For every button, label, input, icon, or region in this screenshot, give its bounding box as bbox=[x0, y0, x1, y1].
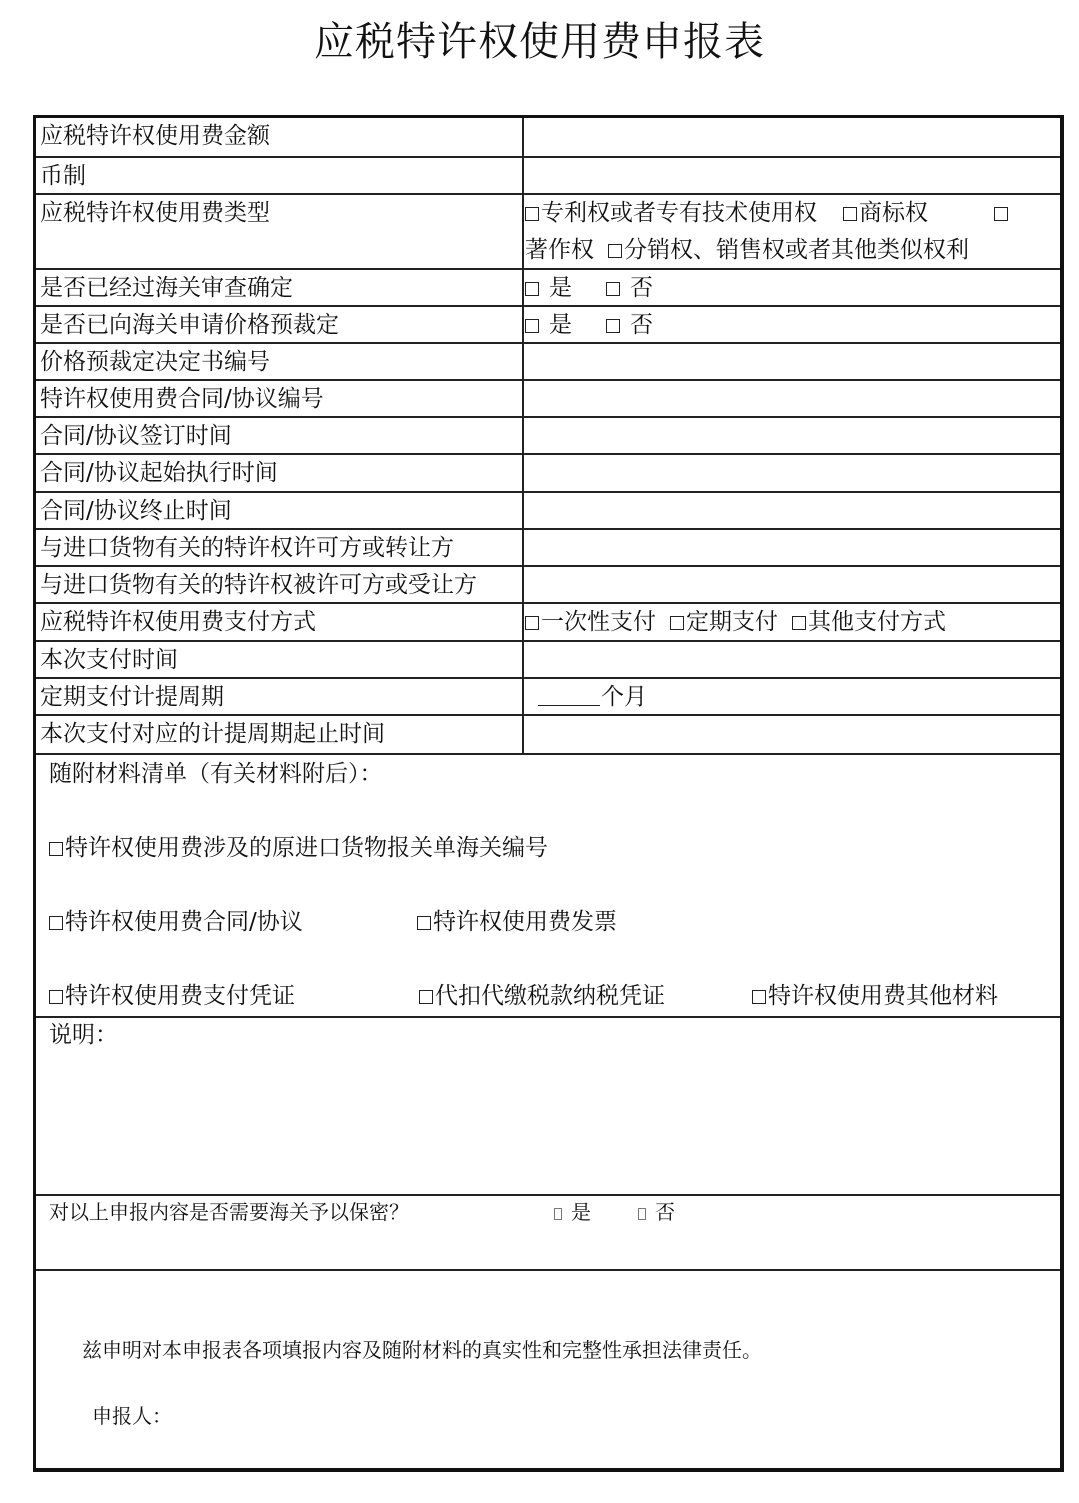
ruling-number-field[interactable] bbox=[524, 344, 1060, 379]
fee-type-options bbox=[524, 195, 1060, 268]
end-date-field[interactable] bbox=[524, 493, 1060, 528]
attachment-item[interactable]: 特许权使用费发票 bbox=[417, 907, 617, 937]
row-label: 是否已向海关申请价格预裁定 bbox=[36, 307, 524, 342]
row-payment-method bbox=[36, 604, 1060, 642]
checkbox-icon[interactable] bbox=[417, 916, 431, 930]
option-copyright[interactable]: 著作权 bbox=[525, 237, 594, 263]
attachment-item[interactable]: 代扣代缴税款纳税凭证 bbox=[419, 981, 665, 1011]
period-range-field[interactable] bbox=[524, 716, 1060, 753]
row-label: 是否已经过海关审查确定 bbox=[36, 270, 524, 305]
attachment-item[interactable]: 特许权使用费合同/协议 bbox=[49, 907, 303, 937]
checkbox-icon[interactable] bbox=[608, 244, 622, 258]
row-label: 特许权使用费合同/协议编号 bbox=[36, 381, 524, 416]
checkbox-icon[interactable] bbox=[792, 616, 806, 630]
declaration-statement: 兹申明对本申报表各项填报内容及随附材料的真实性和完整性承担法律责任。 bbox=[82, 1338, 762, 1362]
option-patent[interactable]: 专利权或者专有技术使用权 bbox=[525, 195, 817, 232]
attachment-item[interactable]: 特许权使用费其他材料 bbox=[752, 981, 998, 1011]
advance-ruling-options bbox=[524, 307, 1060, 342]
payment-method-options bbox=[524, 604, 1060, 640]
option-other[interactable]: 其他支付方式 bbox=[792, 604, 946, 640]
row-fee-type bbox=[36, 195, 1060, 270]
checkbox-icon[interactable] bbox=[49, 916, 63, 930]
notes-label: 说明： bbox=[49, 1022, 118, 1048]
checkbox-icon[interactable] bbox=[419, 990, 433, 1004]
row-label: 本次支付对应的计提周期起止时间 bbox=[36, 716, 524, 753]
payment-time-field[interactable] bbox=[524, 642, 1060, 677]
checkbox-icon[interactable] bbox=[843, 207, 857, 221]
declarant-label: 申报人： bbox=[92, 1404, 172, 1428]
option-yes[interactable]: 是 bbox=[525, 270, 572, 306]
row-label: 合同/协议终止时间 bbox=[36, 493, 524, 528]
row-licensor bbox=[36, 530, 1060, 567]
amount-field[interactable] bbox=[524, 118, 1060, 156]
checkbox-icon[interactable] bbox=[994, 207, 1008, 221]
option-trademark[interactable]: 商标权 bbox=[843, 195, 928, 232]
checkbox-icon[interactable] bbox=[606, 319, 620, 333]
checkbox-icon[interactable] bbox=[752, 990, 766, 1004]
confidential-section bbox=[36, 1196, 1060, 1271]
row-label: 与进口货物有关的特许权被许可方或受让方 bbox=[36, 567, 524, 602]
row-label: 合同/协议起始执行时间 bbox=[36, 455, 524, 491]
row-label: 应税特许权使用费金额 bbox=[36, 118, 524, 156]
reviewed-options bbox=[524, 270, 1060, 305]
checkbox-icon[interactable] bbox=[638, 1208, 646, 1220]
row-end-date bbox=[36, 493, 1060, 530]
attachments-section bbox=[36, 755, 1060, 1018]
row-label: 合同/协议签订时间 bbox=[36, 418, 524, 453]
row-amount bbox=[36, 118, 1060, 158]
confidential-option-no[interactable]: 否 bbox=[638, 1197, 675, 1227]
row-label: 与进口货物有关的特许权许可方或转让方 bbox=[36, 530, 524, 565]
row-label: 应税特许权使用费支付方式 bbox=[36, 604, 524, 640]
row-payment-time bbox=[36, 642, 1060, 679]
checkbox-icon[interactable] bbox=[606, 282, 620, 296]
row-label: 本次支付时间 bbox=[36, 642, 524, 677]
checkbox-icon[interactable] bbox=[554, 1208, 562, 1220]
start-date-field[interactable] bbox=[524, 455, 1060, 491]
confidential-option-yes[interactable]: 是 bbox=[554, 1197, 591, 1227]
checkbox-icon[interactable] bbox=[670, 616, 684, 630]
checkbox-icon[interactable] bbox=[49, 842, 63, 856]
option-periodic[interactable]: 定期支付 bbox=[670, 604, 778, 640]
sign-date-field[interactable] bbox=[524, 418, 1060, 453]
option-no[interactable]: 否 bbox=[606, 270, 653, 306]
row-label: 币制 bbox=[36, 158, 524, 193]
checkbox-icon[interactable] bbox=[49, 990, 63, 1004]
form-table bbox=[33, 115, 1064, 1472]
row-contract-number bbox=[36, 381, 1060, 418]
attachments-heading: 随附材料清单（有关材料附后）： bbox=[49, 761, 383, 787]
licensor-field[interactable] bbox=[524, 530, 1060, 565]
checkbox-icon[interactable] bbox=[525, 616, 539, 630]
confidential-question: 对以上申报内容是否需要海关予以保密？ bbox=[49, 1200, 409, 1224]
checkbox-icon[interactable] bbox=[525, 319, 539, 333]
accrual-period-cell bbox=[524, 679, 1060, 714]
period-months-field[interactable] bbox=[538, 683, 600, 706]
option-yes[interactable]: 是 bbox=[525, 307, 572, 343]
row-label: 价格预裁定决定书编号 bbox=[36, 344, 524, 379]
currency-field[interactable] bbox=[524, 158, 1060, 193]
checkbox-icon[interactable] bbox=[525, 282, 539, 296]
row-ruling-number bbox=[36, 344, 1060, 381]
row-sign-date bbox=[36, 418, 1060, 455]
row-currency bbox=[36, 158, 1060, 195]
row-licensee bbox=[36, 567, 1060, 604]
option-distribution[interactable]: 分销权、销售权或者其他类似权利 bbox=[608, 232, 969, 269]
attachment-item[interactable]: 特许权使用费涉及的原进口货物报关单海关编号 bbox=[49, 833, 548, 863]
contract-number-field[interactable] bbox=[524, 381, 1060, 416]
row-start-date bbox=[36, 455, 1060, 493]
declaration-section bbox=[36, 1271, 1060, 1468]
row-customs-reviewed bbox=[36, 270, 1060, 307]
row-label: 应税特许权使用费类型 bbox=[36, 195, 524, 268]
form-title: 应税特许权使用费申报表 bbox=[314, 19, 765, 65]
option-no[interactable]: 否 bbox=[606, 307, 653, 343]
unit-label: 个月 bbox=[601, 684, 647, 710]
notes-section[interactable] bbox=[36, 1018, 1060, 1196]
option-lump-sum[interactable]: 一次性支付 bbox=[525, 604, 656, 640]
row-period-range bbox=[36, 716, 1060, 755]
attachment-item[interactable]: 特许权使用费支付凭证 bbox=[49, 981, 295, 1011]
licensee-field[interactable] bbox=[524, 567, 1060, 602]
row-advance-ruling bbox=[36, 307, 1060, 344]
row-label: 定期支付计提周期 bbox=[36, 679, 524, 714]
row-accrual-period bbox=[36, 679, 1060, 716]
checkbox-icon[interactable] bbox=[525, 207, 539, 221]
